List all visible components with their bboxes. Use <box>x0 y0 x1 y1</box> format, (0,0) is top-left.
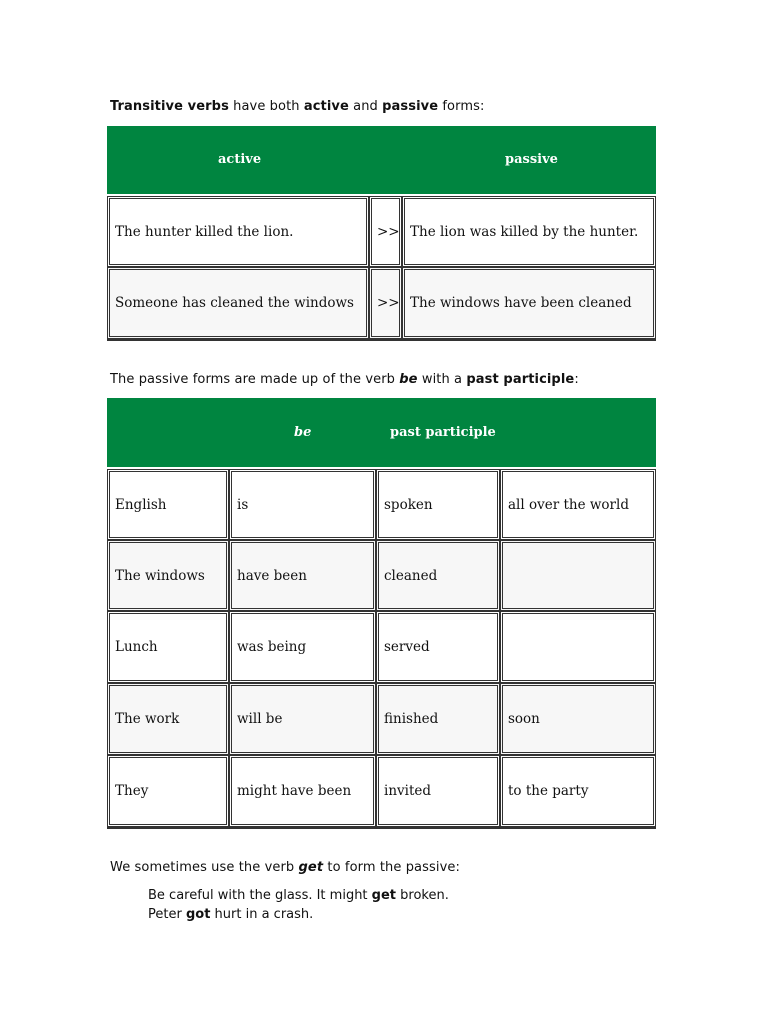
table2-row2-participle: cleaned <box>376 540 500 611</box>
table2-bottom-rule <box>107 827 656 829</box>
header-past-participle: past participle <box>390 425 496 440</box>
header-be: be <box>294 425 312 440</box>
table2-row2-be: have been <box>229 540 376 611</box>
table2-row5-extra: to the party <box>500 755 656 827</box>
table2-row2-subject: The windows <box>107 540 229 611</box>
intro-bold-transitive: Transitive verbs <box>110 99 229 114</box>
table2-row5-be: might have been <box>229 755 376 827</box>
table2-row1-be: is <box>229 469 376 540</box>
table1-row2-arrow: >> <box>369 267 402 339</box>
table2-row4-subject: The work <box>107 683 229 755</box>
table1-header <box>107 126 656 194</box>
table1-row1-passive: The lion was killed by the hunter. <box>402 196 656 267</box>
header-active: active <box>218 152 262 167</box>
table2-row4-participle: finished <box>376 683 500 755</box>
table2-row3-extra <box>500 611 656 683</box>
header-passive: passive <box>505 152 558 167</box>
be-word: be <box>399 372 418 387</box>
get-word: get <box>298 860 324 875</box>
table1-row2-passive: The windows have been cleaned <box>402 267 656 339</box>
table2-row1-subject: English <box>107 469 229 540</box>
example-1: Be careful with the glass. It might get broken. <box>148 888 449 903</box>
table2-header <box>107 398 656 467</box>
table2-row5-participle: invited <box>376 755 500 827</box>
table1-row1-active: The hunter killed the lion. <box>107 196 369 267</box>
table1-bottom-rule <box>107 339 656 341</box>
table2-row1-extra: all over the world <box>500 469 656 540</box>
table2-row3-participle: served <box>376 611 500 683</box>
table1-row2-active: Someone has cleaned the windows <box>107 267 369 339</box>
passive-forms-paragraph: The passive forms are made up of the verb be with a past participle: <box>110 372 579 387</box>
example-2: Peter got hurt in a crash. <box>148 907 314 922</box>
table1-row1-arrow: >> <box>369 196 402 267</box>
table2-row4-extra: soon <box>500 683 656 755</box>
table2-row5-subject: They <box>107 755 229 827</box>
table2-row4-be: will be <box>229 683 376 755</box>
table2-row3-be: was being <box>229 611 376 683</box>
table2-row2-extra <box>500 540 656 611</box>
table2-row3-subject: Lunch <box>107 611 229 683</box>
get-passive-paragraph: We sometimes use the verb get to form the passive: <box>110 860 460 875</box>
table2-row1-participle: spoken <box>376 469 500 540</box>
intro-paragraph: Transitive verbs have both active and passive forms: <box>110 99 485 114</box>
